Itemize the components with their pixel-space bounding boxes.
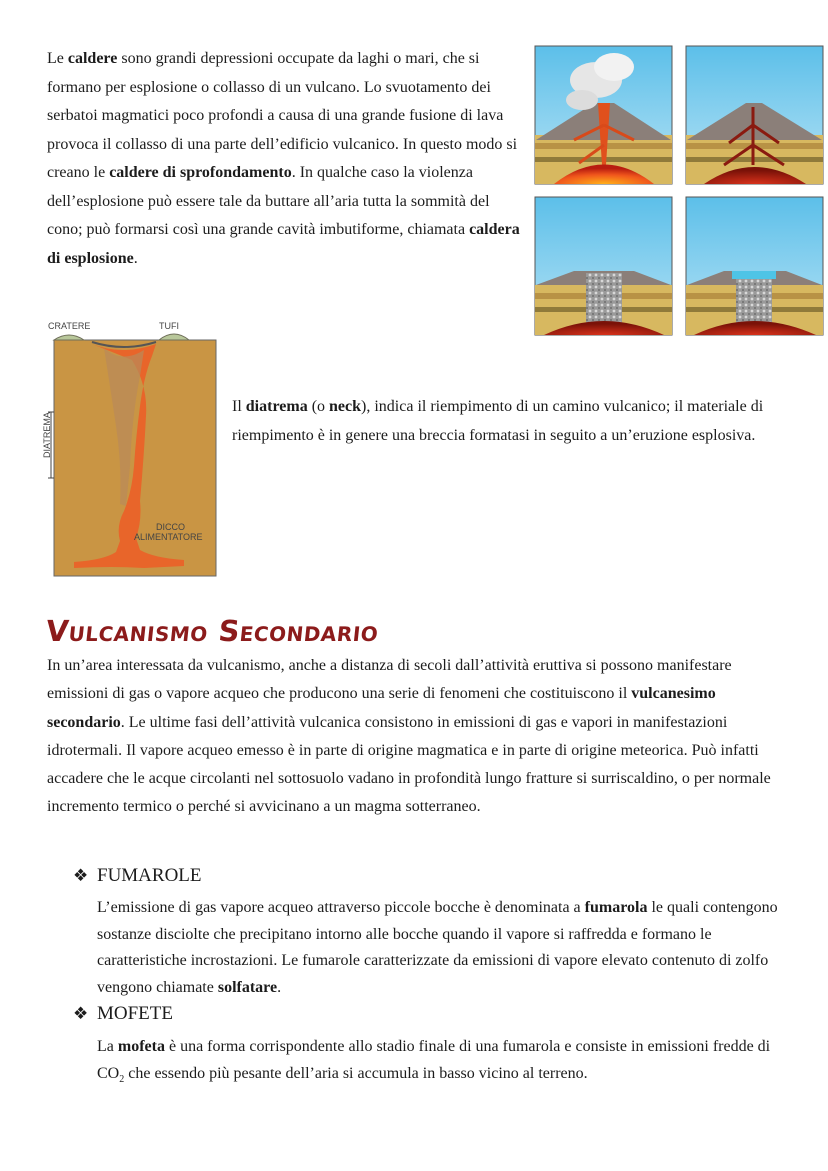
diatrema-paragraph: Il diatrema (o neck), indica il riempimento di un camino vulcanico; il materiale di riempimento è in genere una breccia formatasi in seguito a un’eruzione esplosiva. [232, 398, 764, 444]
term-caldere-sprofondamento: caldere di sprofondamento [109, 164, 292, 181]
caldera-panel-2 [686, 46, 823, 184]
term-diatrema: diatrema [245, 398, 308, 415]
diatrema-illustration [44, 316, 220, 578]
term-caldere: caldere [67, 50, 118, 67]
caldera-panel-3 [535, 197, 672, 335]
diamond-bullet-icon: ❖ [73, 1004, 89, 1023]
subscript-2: 2 [119, 1073, 125, 1085]
mofete-heading-label: MOFETE [97, 1003, 173, 1024]
label-dicco: DICCO [156, 522, 185, 532]
term-solfatare: solfatare [217, 978, 278, 996]
fumarole-heading [73, 865, 202, 887]
section-title: Vulcanismo Secondario [44, 614, 381, 648]
caldera-panel-4 [686, 197, 823, 335]
label-cratere: CRATERE [48, 321, 91, 331]
label-alimentatore: ALIMENTATORE [134, 532, 203, 542]
caldera-formation-illustration [534, 45, 824, 337]
caldera-panel-1 [535, 46, 672, 184]
caldere-paragraph: Le caldere sono grandi depressioni occupate da laghi o mari, che si formano per esplosione o collasso di un vulcano. Lo svuotamento dei serbatoi magmatici poco profondi a causa di una grande fusione di lava provoca il collasso di una parte dell’edificio vulcanico. In questo modo si creano le caldere di sprofondamento. In qualche caso la violenza dell’esplosione può essere tale da buttare all’aria tutta la sommità del cono; può formarsi così una grande cavità imbutiforme, chiamata caldera di esplosione. [47, 50, 520, 267]
diamond-bullet-icon: ❖ [73, 866, 89, 885]
mofete-paragraph: La mofeta è una forma corrispondente allo stadio finale di una fumarola e consiste in emissioni fredde di $CO_2$ che essendo più pesante dell’aria si accumula in basso vicino al terreno. [97, 1038, 771, 1085]
fumarole-heading-label: FUMAROLE [97, 865, 202, 886]
label-diatrema: DIATREMA [42, 412, 52, 458]
fumarole-paragraph: L’emissione di gas vapore acqueo attraverso piccole bocche è denominata a fumarola le quali contengono sostanze disciolte che precipitano intorno alle bocche quando il vapore si raffredda e formano le caratteristiche incrostazioni. Le fumarole caratterizzate da emissioni di vapore elevato contenuto di zolfo vengono chiamate solfatare. [97, 899, 778, 996]
vulcanesimo-paragraph: In un’area interessata da vulcanismo, anche a distanza di secoli dall’attività eruttiva si possono manifestare emissioni di gas o vapore acqueo che producono una serie di fenomeni che costituiscono il vulcanesimo secondario. Le ultime fasi dell’attività vulcanica consistono in emissioni di gas e vapori in manifestazioni idrotermali. Il vapore acqueo emesso è in parte di origine magmatica e in parte di origine meteorica. Può infatti accadere che le acque circolanti nel sottosuolo vadano in profondità lungo fratture si surriscaldino, o per normale incremento termico o perché si avvicinano a un magma sotterraneo. [47, 657, 771, 816]
term-mofeta: mofeta [117, 1038, 165, 1055]
term-neck: neck [329, 398, 362, 415]
label-tufi: TUFI [159, 321, 179, 331]
term-fumarola: fumarola [584, 899, 648, 916]
term-vulcanesimo-secondario: vulcanesimo secondario [47, 685, 716, 731]
mofete-heading [73, 1003, 173, 1025]
term-caldera-esplosione: caldera di esplosione [47, 221, 520, 267]
